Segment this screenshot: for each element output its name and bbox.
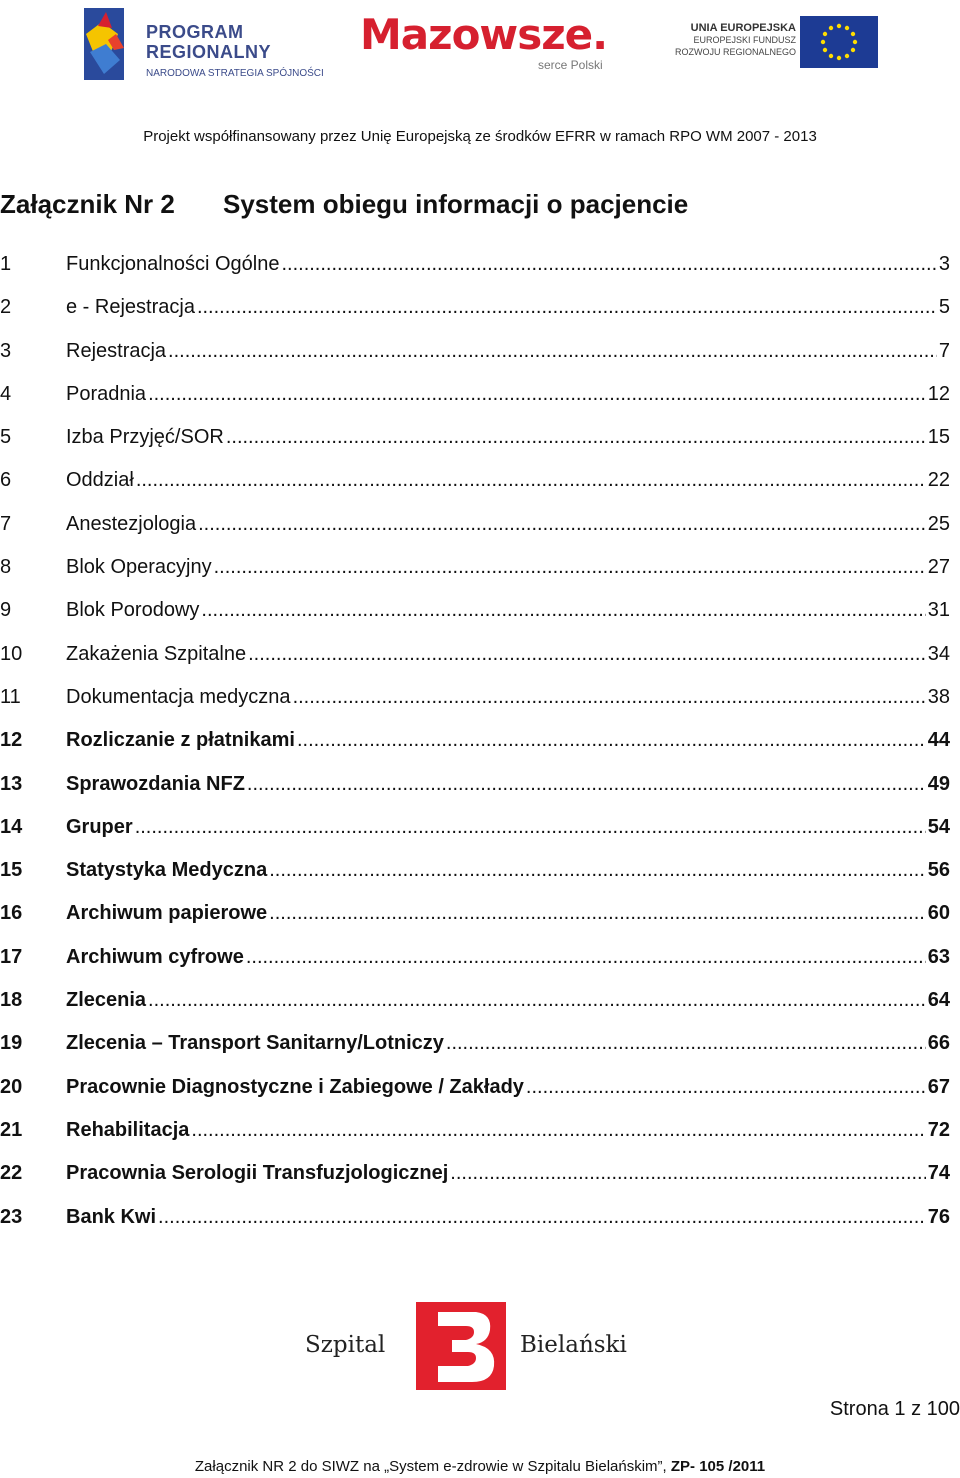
toc-row[interactable] <box>0 946 950 989</box>
toc-row[interactable] <box>0 686 950 729</box>
toc-leader-dots <box>226 426 926 449</box>
footer-reference: ZP- 105 /2011 <box>670 1458 766 1475</box>
toc-entry <box>66 686 950 709</box>
attachment-label: Załącznik Nr 2 <box>0 189 175 219</box>
toc-label: Pracownie Diagnostyczne i Zabiegowe / Zakłady <box>66 1075 524 1098</box>
toc-entry <box>66 340 950 363</box>
toc-page: 7 <box>938 339 950 362</box>
toc-leader-dots <box>246 946 926 969</box>
eu-flag-icon <box>800 16 878 68</box>
toc-leader-dots <box>248 643 926 666</box>
toc-row[interactable] <box>0 643 950 686</box>
toc-page: 3 <box>938 253 950 275</box>
mazowsze-tagline: serce Polski <box>538 58 603 72</box>
toc-leader-dots <box>198 513 926 536</box>
toc-leader-dots <box>297 729 926 752</box>
toc-leader-dots <box>158 1206 926 1229</box>
toc-number: 4 <box>0 382 12 405</box>
toc-page: 38 <box>927 685 950 708</box>
toc-number: 23 <box>0 1205 23 1228</box>
toc-leader-dots <box>135 816 926 839</box>
toc-entry <box>66 253 950 276</box>
toc-label: Gruper <box>66 815 133 838</box>
toc-number: 2 <box>0 296 12 319</box>
footer-text: Załącznik NR 2 do SIWZ na „System e-zdrowie w Szpitalu Bielańskim”, <box>194 1458 667 1475</box>
toc-entry <box>66 946 950 969</box>
toc-label: Zakażenia Szpitalne <box>66 642 247 665</box>
toc-label: Anestezjologia <box>66 512 197 535</box>
toc-leader-dots <box>136 469 926 492</box>
toc-page: 12 <box>927 382 950 405</box>
toc-number: 1 <box>0 253 12 275</box>
bielanski-word: Bielański <box>520 1332 627 1358</box>
toc-row[interactable] <box>0 383 950 426</box>
toc-row[interactable] <box>0 556 950 599</box>
strategy-line: NARODOWA STRATEGIA SPÓJNOŚCI <box>146 68 324 79</box>
toc-row[interactable] <box>0 1206 950 1249</box>
regionalny-line: REGIONALNY <box>146 42 272 62</box>
toc-entry <box>66 296 950 319</box>
toc-page: 54 <box>927 815 950 838</box>
toc-label: Zlecenia – Transport Sanitarny/Lotniczy <box>66 1032 444 1055</box>
toc-page: 63 <box>927 945 950 968</box>
toc-page: 5 <box>938 296 950 319</box>
toc-label: Izba Przyjęć/SOR <box>66 426 224 449</box>
toc-entry <box>66 383 950 406</box>
toc-leader-dots <box>269 902 926 925</box>
toc-entry <box>66 599 950 622</box>
eu-line1: UNIA EUROPEJSKA <box>690 22 796 34</box>
toc-leader-dots <box>446 1032 926 1055</box>
toc-label: Statystyka Medyczna <box>66 859 268 882</box>
toc-entry <box>66 902 950 925</box>
toc-row[interactable] <box>0 729 950 772</box>
toc-page: 44 <box>927 729 950 752</box>
toc-leader-dots <box>191 1119 925 1142</box>
toc-row[interactable] <box>0 513 950 556</box>
toc-entry <box>66 729 950 752</box>
toc-page: 15 <box>927 426 950 449</box>
toc-label: Funkcjonalności Ogólne <box>66 253 280 275</box>
toc-leader-dots <box>269 859 926 882</box>
toc-entry <box>66 773 950 796</box>
toc-label: e - Rejestracja <box>66 296 195 319</box>
toc-label: Pracownia Serologii Transfuzjologicznej <box>66 1162 449 1185</box>
toc-page: 22 <box>927 469 950 492</box>
toc-label: Blok Porodowy <box>66 599 200 622</box>
program-regionalny-text <box>146 22 324 84</box>
toc-page: 74 <box>927 1162 950 1185</box>
toc-label: Dokumentacja medyczna <box>66 685 291 708</box>
toc-leader-dots <box>168 340 937 363</box>
toc-number: 11 <box>0 685 21 708</box>
toc-label: Rejestracja <box>66 339 167 362</box>
toc-entry <box>66 1206 950 1229</box>
toc-row[interactable] <box>0 1032 950 1075</box>
toc-leader-dots <box>247 773 926 796</box>
toc-number: 10 <box>0 642 23 665</box>
toc-entry <box>66 556 950 579</box>
szpital-bielanski-logo <box>305 1300 655 1392</box>
toc-page: 66 <box>927 1032 950 1055</box>
page-number: Strona 1 z 100 <box>829 1398 960 1420</box>
toc-entry <box>66 859 950 882</box>
cofinancing-note: Projekt współfinansowany przez Unię Europejską ze środków EFRR w ramach RPO WM 2007 - 2013 <box>143 128 817 145</box>
toc-leader-dots <box>281 253 936 276</box>
toc-number: 13 <box>0 772 23 795</box>
toc-leader-dots <box>526 1076 926 1099</box>
toc-page: 60 <box>927 902 950 925</box>
toc-number: 16 <box>0 902 23 925</box>
toc-page: 76 <box>927 1205 950 1228</box>
toc-number: 7 <box>0 512 12 535</box>
toc-label: Rehabilitacja <box>66 1118 190 1141</box>
toc-label: Poradnia <box>66 382 147 405</box>
header-logos <box>0 0 960 88</box>
toc-entry <box>66 989 950 1012</box>
program-line: PROGRAM <box>146 22 244 42</box>
mazowsze-wordmark: Mazowsze. <box>360 10 608 59</box>
toc-row[interactable] <box>0 599 950 642</box>
toc-page: 56 <box>927 859 950 882</box>
toc-label: Blok Operacyjny <box>66 556 212 579</box>
eu-logo <box>656 16 878 70</box>
szpital-word: Szpital <box>305 1332 386 1358</box>
toc-leader-dots <box>293 686 926 709</box>
toc-page: 34 <box>927 642 950 665</box>
toc-row[interactable] <box>0 1076 950 1119</box>
toc-entry <box>66 1162 950 1185</box>
toc-entry <box>66 1032 950 1055</box>
toc-entry <box>66 816 950 839</box>
toc-row[interactable] <box>0 989 950 1032</box>
table-of-contents <box>0 253 950 1249</box>
program-regionalny-emblem-icon <box>80 4 140 82</box>
eu-line2: EUROPEJSKI FUNDUSZ <box>693 35 796 45</box>
toc-number: 15 <box>0 859 23 882</box>
toc-page: 27 <box>927 556 950 579</box>
toc-label: Archiwum cyfrowe <box>66 945 244 968</box>
system-title: System obiegu informacji o pacjencie <box>223 189 689 219</box>
toc-row[interactable] <box>0 469 950 512</box>
toc-label: Sprawozdania NFZ <box>66 772 245 795</box>
toc-row[interactable] <box>0 1119 950 1162</box>
toc-row[interactable] <box>0 296 950 339</box>
toc-entry <box>66 426 950 449</box>
toc-leader-dots <box>148 989 926 1012</box>
toc-number: 3 <box>0 339 12 362</box>
toc-number: 5 <box>0 426 12 449</box>
program-regionalny-logo <box>80 4 325 82</box>
toc-number: 21 <box>0 1118 23 1141</box>
toc-page: 31 <box>927 599 950 622</box>
toc-entry <box>66 469 950 492</box>
hospital-b-mark-icon <box>416 1302 506 1390</box>
toc-page: 25 <box>927 512 950 535</box>
toc-entry <box>66 1119 950 1142</box>
toc-row[interactable] <box>0 340 950 383</box>
toc-page: 72 <box>927 1118 950 1141</box>
toc-leader-dots <box>450 1162 925 1185</box>
toc-number: 17 <box>0 945 23 968</box>
toc-label: Rozliczanie z płatnikami <box>66 729 295 752</box>
toc-label: Bank Kwi <box>66 1205 157 1228</box>
toc-row[interactable] <box>0 1162 950 1205</box>
toc-label: Archiwum papierowe <box>66 902 268 925</box>
toc-label: Zlecenia <box>66 989 147 1012</box>
footer <box>0 1458 960 1475</box>
toc-entry <box>66 513 950 536</box>
mazowsze-logo <box>360 10 620 80</box>
toc-number: 6 <box>0 469 12 492</box>
toc-leader-dots <box>197 296 937 319</box>
toc-row[interactable] <box>0 773 950 816</box>
toc-number: 8 <box>0 556 12 579</box>
toc-number: 22 <box>0 1162 23 1185</box>
toc-number: 20 <box>0 1075 23 1098</box>
toc-leader-dots <box>201 599 925 622</box>
toc-entry <box>66 643 950 666</box>
toc-page: 67 <box>927 1075 950 1098</box>
toc-row[interactable] <box>0 902 950 945</box>
toc-row[interactable] <box>0 859 950 902</box>
toc-page: 64 <box>927 989 950 1012</box>
eu-text <box>656 22 796 58</box>
toc-page: 49 <box>927 772 950 795</box>
eu-line3: ROZWOJU REGIONALNEGO <box>674 47 796 57</box>
toc-leader-dots <box>214 556 926 579</box>
toc-row[interactable] <box>0 253 950 296</box>
toc-row[interactable] <box>0 816 950 859</box>
toc-row[interactable] <box>0 426 950 469</box>
toc-leader-dots <box>148 383 926 406</box>
toc-number: 19 <box>0 1032 23 1055</box>
toc-number: 18 <box>0 989 23 1012</box>
toc-number: 12 <box>0 729 23 752</box>
toc-number: 9 <box>0 599 12 622</box>
toc-number: 14 <box>0 815 23 838</box>
toc-label: Oddział <box>66 469 134 492</box>
toc-entry <box>66 1076 950 1099</box>
